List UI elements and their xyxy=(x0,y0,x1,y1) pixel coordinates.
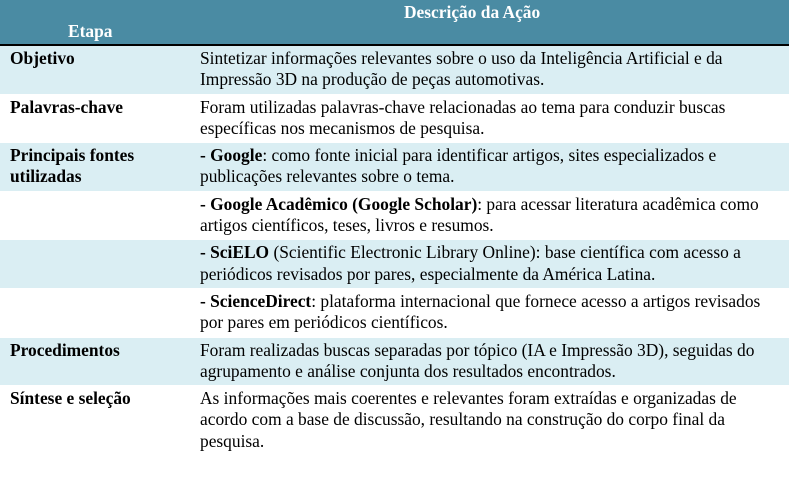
etapa-cell xyxy=(0,191,194,240)
etapa-cell: Palavras-chave xyxy=(0,94,194,143)
description-text: : plataforma internacional que fornece acesso a artigos revisados por pares em periódicos científicos. xyxy=(200,290,761,333)
header-descricao xyxy=(194,0,789,45)
description-cell xyxy=(194,240,789,289)
table-row xyxy=(0,191,789,240)
table-row xyxy=(0,288,789,337)
table-header-row xyxy=(0,0,789,45)
header-etapa-label: Etapa xyxy=(68,21,113,41)
etapa-cell: Objetivo xyxy=(0,45,194,94)
description-text: As informações mais coerentes e relevantes foram extraídas e organizadas de acordo com a base de discussão, resultando na construção do corpo final da pesquisa. xyxy=(200,388,737,451)
table-row xyxy=(0,386,789,456)
etapa-cell xyxy=(0,288,194,337)
etapa-cell xyxy=(0,240,194,289)
header-descricao-label: Descrição da Ação xyxy=(404,2,541,22)
description-lead: - Google Acadêmico (Google Scholar) xyxy=(200,193,478,214)
description-text: Sintetizar informações relevantes sobre o uso da Inteligência Artificial e da Impressão 3D na produção de peças automotivas. xyxy=(200,48,723,90)
table-row xyxy=(0,143,789,192)
etapa-cell: Procedimentos xyxy=(0,337,194,386)
etapa-cell: Principais fontes utilizadas xyxy=(0,143,194,192)
description-cell xyxy=(194,94,789,143)
etapa-cell: Síntese e seleção xyxy=(0,386,194,456)
description-text: (Scientific Electronic Library Online): base científica com acesso a periódicos revisados por pares, especialmente da América Latina. xyxy=(200,242,741,284)
description-lead: - Google xyxy=(200,145,263,166)
description-cell xyxy=(194,386,789,456)
table-row xyxy=(0,94,789,143)
description-text: Foram realizadas buscas separadas por tópico (IA e Impressão 3D), seguidas do agrupamento e análise conjunta dos resultados encontrados. xyxy=(200,339,755,381)
table-row xyxy=(0,240,789,289)
table-row xyxy=(0,45,789,94)
header-etapa xyxy=(0,0,194,45)
description-lead: - ScienceDirect xyxy=(200,290,312,311)
description-cell xyxy=(194,288,789,337)
description-text: : como fonte inicial para identificar artigos, sites especializados e publicações relevantes sobre o tema. xyxy=(200,145,717,187)
description-lead: - SciELO xyxy=(200,242,270,263)
description-text: : para acessar literatura acadêmica como artigos científicos, teses, livros e resumos. xyxy=(200,193,759,236)
description-cell xyxy=(194,143,789,192)
description-cell xyxy=(194,45,789,94)
description-cell xyxy=(194,337,789,386)
description-cell xyxy=(194,191,789,240)
description-text: Foram utilizadas palavras-chave relacionadas ao tema para conduzir buscas específicas nos mecanismos de pesquisa. xyxy=(200,96,726,138)
table-row xyxy=(0,337,789,386)
